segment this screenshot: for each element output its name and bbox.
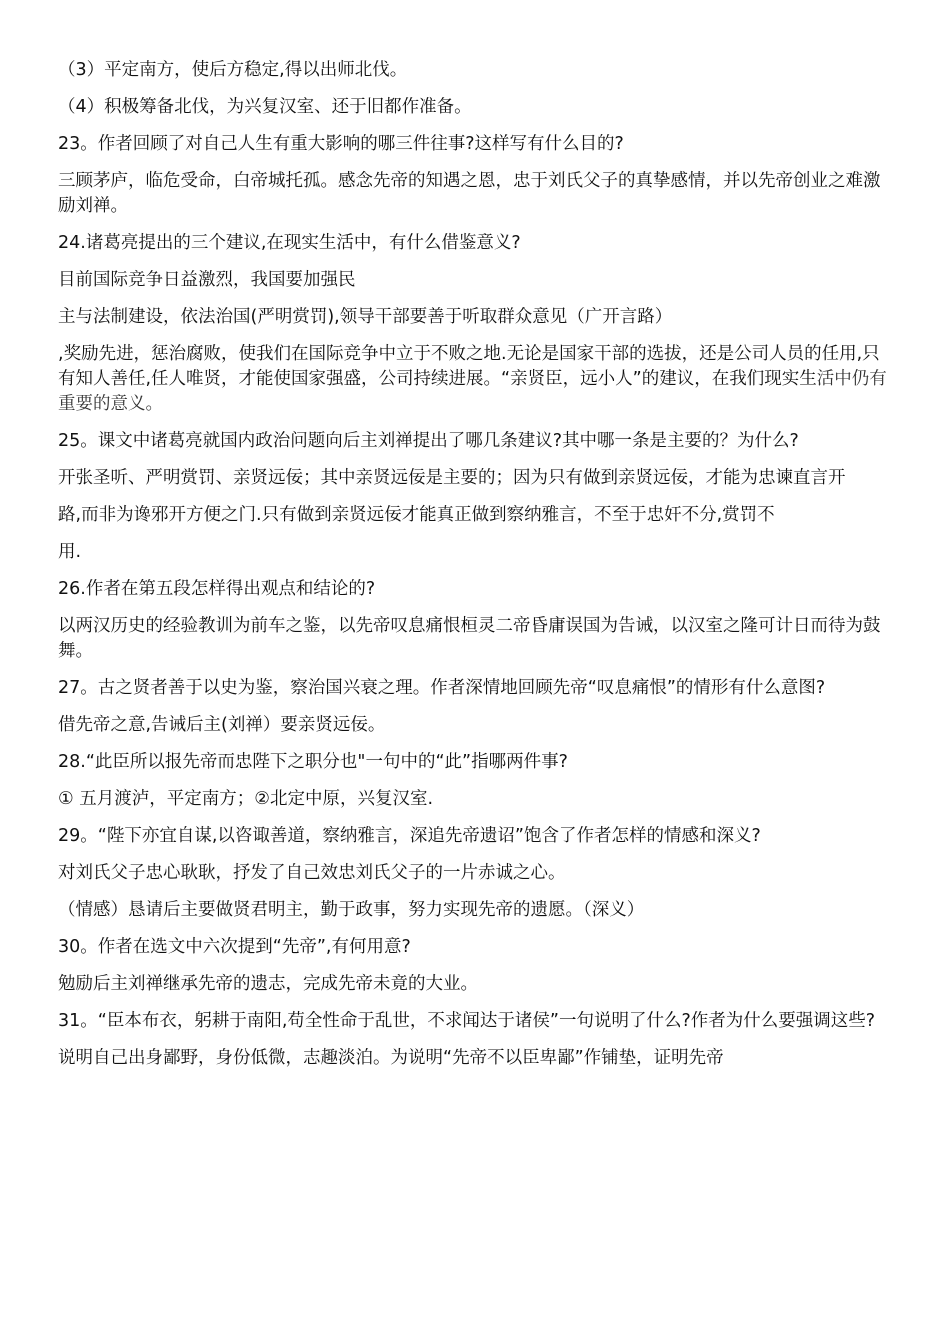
answer-29-part-2: （情感）恳请后主要做贤君明主，勤于政事，努力实现先帝的遗愿。（深义） — [58, 900, 645, 920]
answer-30: 勉励后主刘禅继承先帝的遗志，完成先帝未竟的大业。 — [58, 974, 478, 994]
question-27: 27。古之贤者善于以史为鉴，察治国兴衰之理。作者深情地回顾先帝“叹息痛恨”的情形有什么意图? — [58, 678, 826, 698]
question-26: 26.作者在第五段怎样得出观点和结论的? — [58, 579, 376, 599]
document-page — [58, 58, 890, 1083]
answer-24-part-3-text: ,奖励先进，惩治腐败，使我们在国际竞争中立于不败之地.无论是国家干部的选拔，还是公司人员的任用,只有知人善任,任人唯贤，才能使国家强盛，公司持续进展。“亲贤臣，远小人”的建议，在我们现实生 — [58, 344, 880, 389]
answer-24-part-3 — [58, 342, 890, 417]
answer-25-part-2: 路,而非为谗邪开方便之门.只有做到亲贤远佞才能真正做到察纳雅言，不至于忠奸不分,赏罚不 — [58, 505, 775, 525]
answer-4: （4）积极筹备北伐，为兴复汉室、还于旧都作准备。 — [58, 97, 472, 117]
answer-28: ① 五月渡泸，平定南方；②北定中原，兴复汉室. — [58, 789, 434, 809]
answer-29-part-1: 对刘氏父子忠心耿耿，抒发了自己效忠刘氏父子的一片赤诚之心。 — [58, 863, 566, 883]
answer-31: 说明自己出身鄙野，身份低微，志趣淡泊。为说明“先帝不以臣卑鄙”作铺垫，证明先帝 — [58, 1048, 724, 1068]
answer-24-part-3-tail: 活中仍有重要的意义。 — [58, 369, 887, 414]
answer-24-part-1: 目前国际竞争日益激烈，我国要加强民 — [58, 270, 356, 290]
answer-26: 以两汉历史的经验教训为前车之鉴，以先帝叹息痛恨桓灵二帝昏庸误国为告诫，以汉室之隆可计日而待为鼓舞。 — [58, 616, 881, 661]
answer-24-part-2: 主与法制建设，依法治国(严明赏罚),领导干部要善于听取群众意见（广开言路） — [58, 307, 673, 327]
question-31: 31。“臣本布衣，躬耕于南阳,苟全性命于乱世，不求闻达于诸侯”一句说明了什么?作者为什么要强调这些? — [58, 1011, 876, 1031]
question-24: 24.诸葛亮提出的三个建议,在现实生活中，有什么借鉴意义? — [58, 233, 521, 253]
answer-27: 借先帝之意,告诫后主(刘禅）要亲贤远佞。 — [58, 715, 386, 735]
question-23: 23。作者回顾了对自己人生有重大影响的哪三件往事?这样写有什么目的? — [58, 134, 624, 154]
answer-25-part-3: 用. — [58, 542, 82, 562]
answer-23: 三顾茅庐，临危受命，白帝城托孤。感念先帝的知遇之恩，忠于刘氏父子的真挚感情，并以先帝创业之难激励刘禅。 — [58, 171, 881, 216]
question-25: 25。课文中诸葛亮就国内政治问题向后主刘禅提出了哪几条建议?其中哪一条是主要的？为什么? — [58, 431, 799, 451]
question-28: 28.“此臣所以报先帝而忠陛下之职分也"一句中的“此”指哪两件事? — [58, 752, 568, 772]
answer-25-part-1: 开张圣听、严明赏罚、亲贤远佞；其中亲贤远佞是主要的；因为只有做到亲贤远佞，才能为忠谏直言开 — [58, 468, 846, 488]
question-30: 30。作者在选文中六次提到“先帝”,有何用意? — [58, 937, 411, 957]
answer-3: （3）平定南方，使后方稳定,得以出师北伐。 — [58, 60, 408, 80]
question-29: 29。“陛下亦宜自谋,以咨诹善道，察纳雅言，深追先帝遗诏”饱含了作者怎样的情感和深义? — [58, 826, 761, 846]
